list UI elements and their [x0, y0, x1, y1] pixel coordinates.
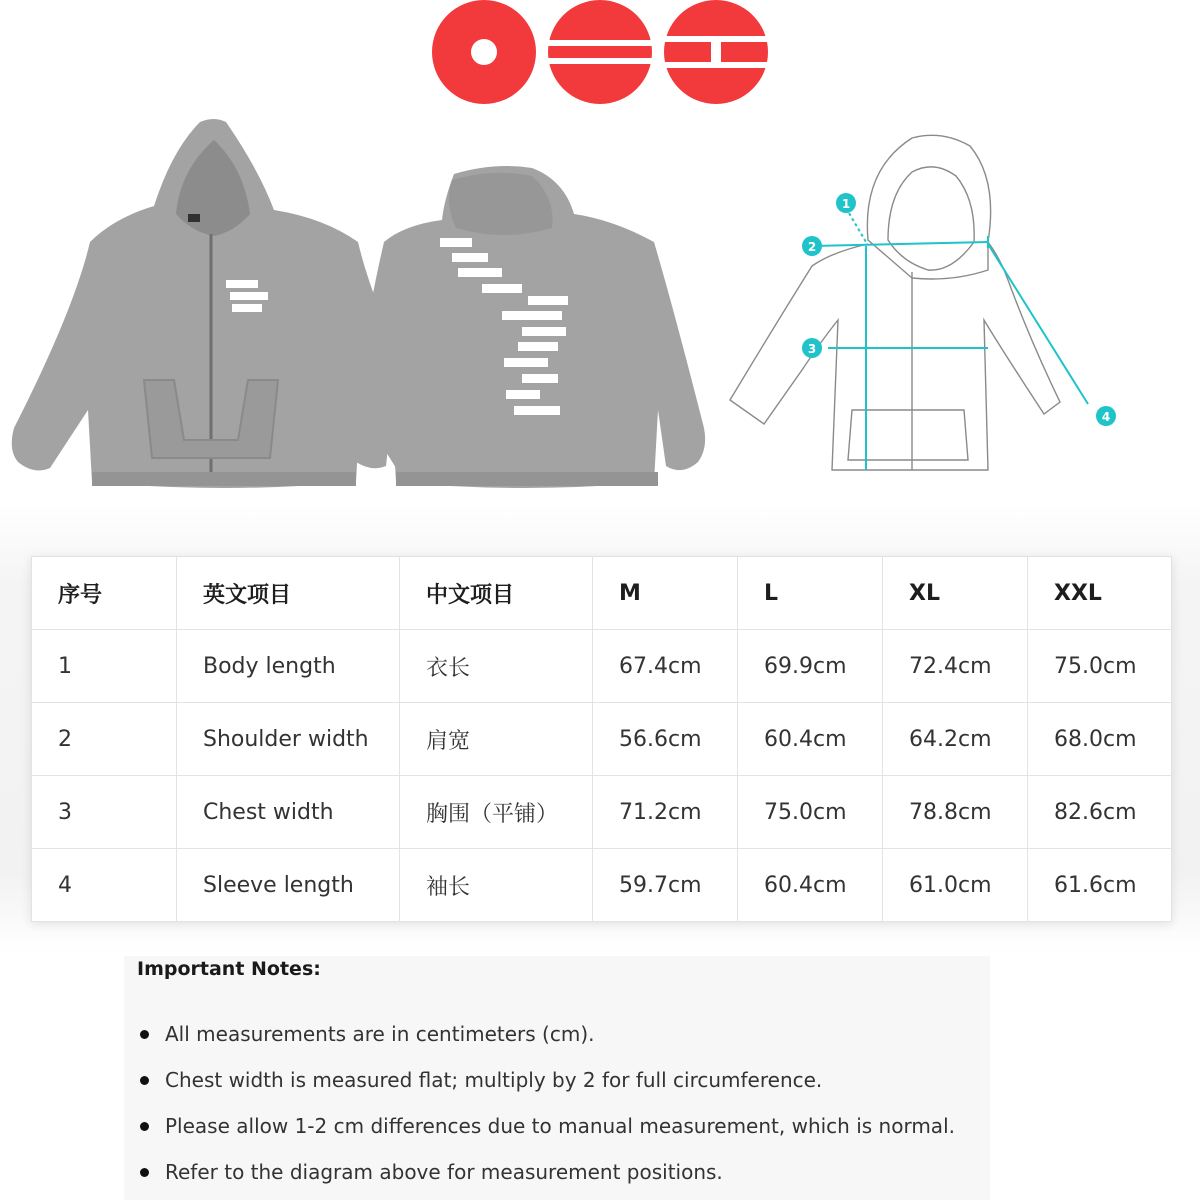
cell-chinese-item: 袖长 [400, 849, 593, 922]
header-index: 序号 [32, 557, 177, 630]
list-item: All measurements are in centimeters (cm). [137, 1015, 955, 1061]
cell-size-m: 59.7cm [593, 849, 738, 922]
hoodie-measurement-diagram [712, 110, 1196, 502]
cell-chinese-item: 胸围（平铺） [400, 776, 593, 849]
list-item: Chest width is measured flat; multiply by 2 for full circumference. [137, 1061, 955, 1107]
header-size-m: M [593, 557, 738, 630]
table-row [32, 703, 1172, 776]
size-chart-table [31, 556, 1172, 922]
table-row [32, 630, 1172, 703]
list-item: Refer to the diagram above for measurement positions. [137, 1153, 955, 1199]
cell-size-m: 56.6cm [593, 703, 738, 776]
measure-marker-2 [802, 236, 822, 256]
cell-size-xxl: 75.0cm [1028, 630, 1172, 703]
header-chinese-item: 中文项目 [400, 557, 593, 630]
header-size-xl: XL [883, 557, 1028, 630]
svg-text:4: 4 [1101, 410, 1111, 424]
cell-size-l: 69.9cm [738, 630, 883, 703]
svg-text:2: 2 [807, 240, 817, 254]
cell-size-l: 60.4cm [738, 703, 883, 776]
cell-chinese-item: 衣长 [400, 630, 593, 703]
measure-marker-4 [1096, 406, 1116, 426]
cell-english-item: Shoulder width [177, 703, 400, 776]
cell-english-item: Chest width [177, 776, 400, 849]
cell-index: 4 [32, 849, 177, 922]
cell-size-xl: 61.0cm [883, 849, 1028, 922]
cell-chinese-item: 肩宽 [400, 703, 593, 776]
cell-size-l: 60.4cm [738, 849, 883, 922]
header-english-item: 英文项目 [177, 557, 400, 630]
brand-logo-icon [428, 0, 772, 104]
table-row [32, 849, 1172, 922]
table-row [32, 776, 1172, 849]
notes-list [137, 1015, 955, 1199]
measure-marker-1 [836, 193, 856, 213]
cell-size-xl: 72.4cm [883, 630, 1028, 703]
cell-english-item: Body length [177, 630, 400, 703]
hoodie-product-photo [4, 110, 710, 502]
cell-index: 3 [32, 776, 177, 849]
cell-english-item: Sleeve length [177, 849, 400, 922]
header-size-xxl: XXL [1028, 557, 1172, 630]
cell-index: 1 [32, 630, 177, 703]
cell-size-xl: 64.2cm [883, 703, 1028, 776]
cell-index: 2 [32, 703, 177, 776]
svg-text:3: 3 [807, 342, 817, 356]
svg-text:1: 1 [841, 197, 851, 211]
cell-size-xl: 78.8cm [883, 776, 1028, 849]
cell-size-m: 71.2cm [593, 776, 738, 849]
cell-size-xxl: 68.0cm [1028, 703, 1172, 776]
cell-size-m: 67.4cm [593, 630, 738, 703]
table-header-row [32, 557, 1172, 630]
header-size-l: L [738, 557, 883, 630]
cell-size-xxl: 61.6cm [1028, 849, 1172, 922]
measure-marker-3 [802, 338, 822, 358]
cell-size-xxl: 82.6cm [1028, 776, 1172, 849]
notes-title: Important Notes: [137, 958, 321, 980]
list-item: Please allow 1-2 cm differences due to manual measurement, which is normal. [137, 1107, 955, 1153]
cell-size-l: 75.0cm [738, 776, 883, 849]
